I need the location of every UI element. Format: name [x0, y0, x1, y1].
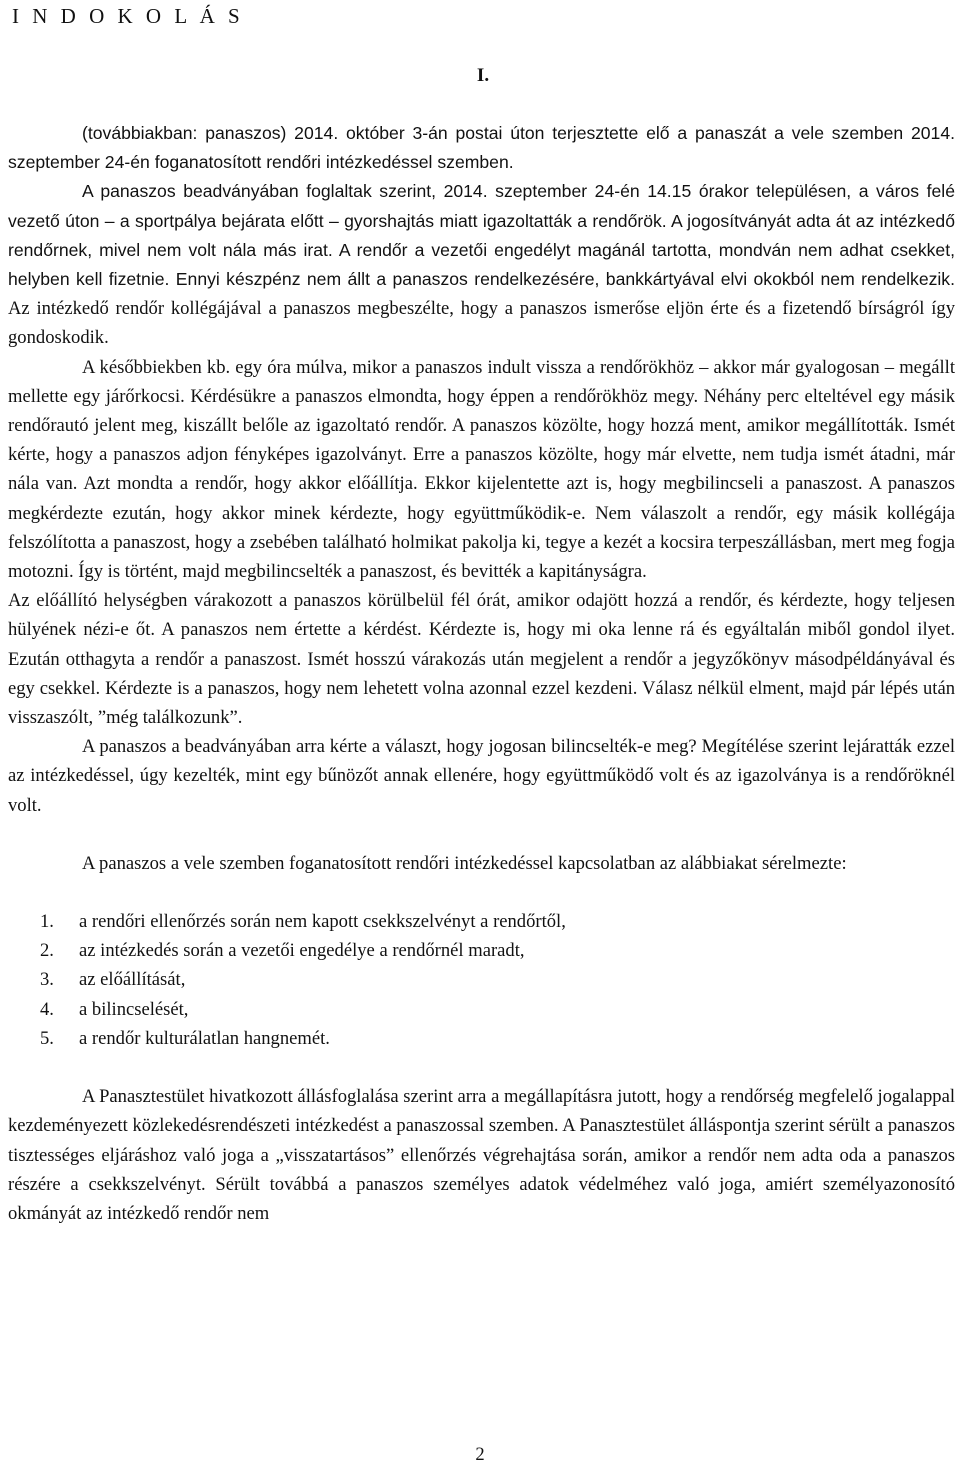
- section-number: I.: [476, 65, 490, 86]
- paragraph-board-opinion: A Panasztestület hivatkozott állásfoglalása szerint arra a megállapításra jutott, hogy a rendőrség megfelelő jogalappal kezdeményezett közlekedésrendészeti intézkedést a panaszossal szemben. A Panasztestület álláspontja szerint sérült a panaszos tisztességes eljáráshoz való joga a „visszatartásos” ellenőrzés végrehajtása során, amikor a rendőr nem adta oda a panaszos részére a csekkszelvényt. Sérült továbbá a panaszos személyes adatok védelméhez való joga, amiért személyazonosító okmányát az intézkedő rendőr nem: [8, 1086, 955, 1224]
- paragraph-later-events: A későbbiekben kb. egy óra múlva, mikor a panaszos indult vissza a rendőrökhöz – akkor már gyalogosan – megállt mellette egy járőrkocsi. Kérdésükre a panaszos elmondta, hogy éppen a rendőrökhöz megy. Néhány perc elteltével egy másik rendőrautó jelent meg, kiszállt belőle az igazoltató rendőr. A panaszos közölte, hogy hozzá ment, amikor megállították. Ismét kérte, hogy a panaszos adjon fényképes igazolványt. Erre a panaszos közölte, hogy már elvette, nem tudja ismét átadni, már nála van. Azt mondta a rendőr, hogy akkor előállítja. Ekkor kijelentette azt is, hogy megbilincseli a panaszost. A panaszos megkérdezte ezután, hogy akkor minek kérdezte, hogy együttműködik-e. Nem válaszolt a rendőr, egy másik kollégája felszólította a panaszost, hogy a zsebében található holmikat pakolja ki, tegye a kezét a kocsira terpeszállásban, mert meg fogja motozni. Így is történt, majd megbilincselték a panaszost, és bevitték a kapitányságra.: [8, 356, 955, 583]
- list-item-text: a bilincselését,: [79, 998, 189, 1020]
- paragraph-grievances-intro: A panaszos a vele szemben foganatosított rendőri intézkedéssel kapcsolatban az alábbiakat sérelmezte:: [82, 852, 847, 874]
- list-item: [8, 965, 955, 994]
- list-item-number: 4.: [40, 998, 54, 1020]
- grievance-list: [8, 907, 955, 1053]
- list-item-text: a rendőri ellenőrzés során nem kapott csekkszelvényt a rendőrtől,: [79, 911, 566, 933]
- document-body: [8, 119, 955, 1228]
- list-item-number: 2.: [40, 940, 54, 962]
- list-item-number: 5.: [40, 1027, 54, 1049]
- paragraph-request: A panaszos a beadványában arra kérte a választ, hogy jogosan bilincselték-e meg? Megítélése szerint lejáratták ezzel az intézkedéssel, úgy kezelték, mint egy bűnözőt annak ellenére, hogy együttműködő volt és az igazolványa is a rendőröknél volt.: [8, 736, 955, 816]
- list-item-text: az előállítását,: [79, 969, 186, 991]
- paragraph-complaint-summary-part2: Az intézkedő rendőr kollégájával a panaszos megbeszélte, hogy a panaszos ismerőse eljön érte és a fizetendő bírságról így gondoskodik.: [8, 298, 955, 349]
- list-item: [8, 995, 955, 1024]
- list-item: [8, 907, 955, 936]
- list-item-number: 3.: [40, 969, 54, 991]
- page-number: 2: [475, 1444, 485, 1465]
- list-item-number: 1.: [40, 911, 54, 933]
- spacer: [8, 820, 955, 849]
- document-title: I N D O K O L Á S: [12, 4, 244, 28]
- paragraph-detention-room: Az előállító helységben várakozott a panaszos körülbelül fél órát, amikor odajött hozzá a rendőr, és kérdezte, hogy teljesen hülyének nézi-e őt. A panaszos nem értette a kérdést. Kérdezte is, hogy mi oka lenne rá és egyáltalán miből gondol ilyet. Ezután otthagyta a rendőr a panaszost. Ismét hosszú várakozás után megjelent a rendőr a jegyzőkönyv másodpéldányával és egy csekkel. Kérdezte is a panaszos, hogy nem lehetett volna azonnal ezzel kezdeni. Válasz nélkül elment, majd pár lépés után visszaszólt, ”még találkozunk”.: [8, 590, 955, 729]
- paragraph-complaint-summary: [8, 177, 955, 352]
- list-item: [8, 1024, 955, 1053]
- spacer: [8, 878, 955, 907]
- list-item-text: az intézkedés során a vezetői engedélye a rendőrnél maradt,: [79, 940, 525, 962]
- spacer: [8, 1053, 955, 1082]
- paragraph-complaint-summary-part1: A panaszos beadványában foglaltak szerint, 2014. szeptember 24-én 14.15 órakor településen, a város felé vezető úton – a sportpálya bejárata előtt – gyorshajtás miatt igazoltatták a rendőrök. A jogosítványát adta át az intézkedő rendőrnek, mivel nem volt nála más irat. A rendőr a vezetői engedélyt magánál tartotta, mondván nem adhat csekket, helyben kell fizetnie. Ennyi készpénz nem állt a panaszos rendelkezésére, bankkártyával elvi okokból nem rendelkezik.: [8, 181, 955, 290]
- list-item-text: a rendőr kulturálatlan hangnemét.: [79, 1027, 330, 1049]
- list-item: [8, 936, 955, 965]
- paragraph-intro: (továbbiakban: panaszos) 2014. október 3-án postai úton terjesztette elő a panaszát a vele szemben 2014. szeptember 24-én foganatosított rendőri intézkedéssel szemben.: [8, 123, 955, 173]
